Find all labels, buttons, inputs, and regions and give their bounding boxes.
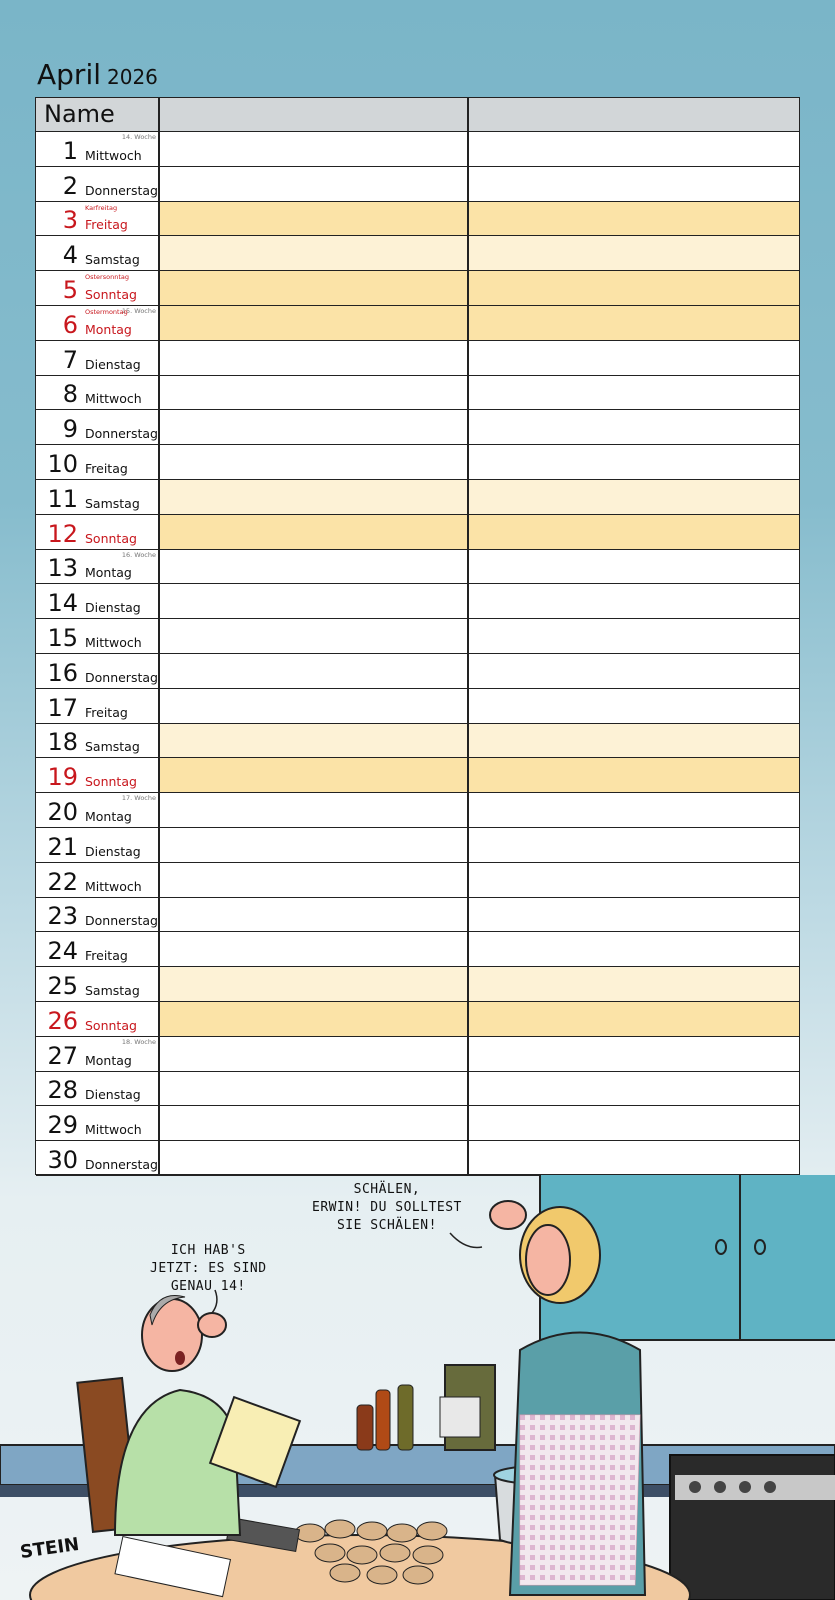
day-number: 16 bbox=[47, 658, 78, 687]
speech-bubble-left: ICH HAB'S JETZT: ES SIND GENAU 14! bbox=[150, 1243, 267, 1294]
weekday-label: Dienstag bbox=[85, 356, 141, 372]
date-cell bbox=[36, 480, 160, 514]
day-row[interactable] bbox=[36, 654, 799, 689]
day-row[interactable] bbox=[36, 1002, 799, 1037]
day-number: 27 bbox=[47, 1041, 78, 1070]
artist-signature: STEIN bbox=[18, 1533, 81, 1564]
day-number: 12 bbox=[47, 519, 78, 548]
day-row[interactable] bbox=[36, 445, 799, 480]
day-number: 23 bbox=[47, 902, 78, 931]
day-row[interactable] bbox=[36, 619, 799, 654]
day-row[interactable] bbox=[36, 1141, 799, 1176]
week-number: 15. Woche bbox=[121, 307, 156, 315]
date-cell bbox=[36, 828, 160, 862]
day-number: 5 bbox=[62, 275, 78, 304]
weekday-label: Donnerstag bbox=[85, 669, 158, 685]
day-number: 30 bbox=[47, 1145, 78, 1174]
date-cell bbox=[36, 689, 160, 723]
date-cell bbox=[36, 619, 160, 653]
date-cell bbox=[36, 202, 160, 236]
day-number: 6 bbox=[62, 310, 78, 339]
holiday-name: Karfreitag bbox=[85, 203, 118, 212]
day-number: 1 bbox=[62, 136, 78, 165]
date-cell bbox=[36, 758, 160, 792]
weekday-label: Sonntag bbox=[85, 530, 137, 546]
day-row[interactable] bbox=[36, 758, 799, 793]
weekday-label: Freitag bbox=[85, 948, 128, 964]
day-number: 24 bbox=[47, 937, 78, 966]
weekday-label: Dienstag bbox=[85, 843, 141, 859]
date-cell bbox=[36, 967, 160, 1001]
day-row[interactable] bbox=[36, 341, 799, 376]
day-row[interactable] bbox=[36, 1037, 799, 1072]
date-cell bbox=[36, 1141, 160, 1175]
bottle-icon bbox=[376, 1390, 390, 1450]
holiday-name: Ostersonntag bbox=[85, 273, 129, 282]
weekday-label: Freitag bbox=[85, 460, 128, 476]
weekday-label: Sonntag bbox=[85, 286, 137, 302]
day-row[interactable] bbox=[36, 932, 799, 967]
holiday-name: Ostermontag bbox=[85, 308, 128, 316]
day-row[interactable] bbox=[36, 410, 799, 445]
weekday-label: Donnerstag bbox=[85, 182, 158, 198]
week-number: 18. Woche bbox=[121, 1037, 156, 1046]
date-cell bbox=[36, 341, 160, 375]
day-number: 9 bbox=[62, 415, 78, 444]
speech-bubble-right: SCHÄLEN, ERWIN! DU SOLLTEST SIE SCHÄLEN! bbox=[312, 1182, 462, 1233]
day-number: 20 bbox=[47, 797, 78, 826]
day-row[interactable] bbox=[36, 202, 799, 237]
date-cell bbox=[36, 445, 160, 479]
weekday-label: Sonntag bbox=[85, 774, 137, 790]
date-cell bbox=[36, 1106, 160, 1140]
weekday-label: Samstag bbox=[85, 252, 140, 268]
day-number: 29 bbox=[47, 1111, 78, 1140]
day-number: 17 bbox=[47, 693, 78, 722]
day-row[interactable] bbox=[36, 550, 799, 585]
date-cell bbox=[36, 793, 160, 827]
day-row[interactable] bbox=[36, 724, 799, 759]
column-divider bbox=[467, 98, 469, 1174]
weekday-label: Freitag bbox=[85, 704, 128, 720]
day-number: 22 bbox=[47, 867, 78, 896]
weekday-label: Sonntag bbox=[85, 1017, 137, 1033]
day-number: 13 bbox=[47, 554, 78, 583]
day-row[interactable] bbox=[36, 271, 799, 306]
weekday-label: Montag bbox=[85, 1052, 132, 1068]
man-figure-icon bbox=[115, 1295, 300, 1535]
date-cell bbox=[36, 550, 160, 584]
date-cell bbox=[36, 515, 160, 549]
date-cell bbox=[36, 898, 160, 932]
week-number: 17. Woche bbox=[121, 794, 156, 803]
week-number: 16. Woche bbox=[121, 550, 156, 559]
date-cell bbox=[36, 584, 160, 618]
date-cell bbox=[36, 271, 160, 305]
day-number: 21 bbox=[47, 832, 78, 861]
day-row[interactable] bbox=[36, 480, 799, 515]
weekday-label: Montag bbox=[85, 565, 132, 581]
weekday-label: Montag bbox=[85, 808, 132, 824]
day-number: 11 bbox=[47, 484, 78, 513]
date-cell bbox=[36, 724, 160, 758]
weekday-label: Samstag bbox=[85, 739, 140, 755]
month-name: April bbox=[37, 58, 101, 91]
day-number: 18 bbox=[47, 728, 78, 757]
day-row[interactable] bbox=[36, 828, 799, 863]
date-cell bbox=[36, 654, 160, 688]
day-row[interactable] bbox=[36, 306, 799, 341]
day-row[interactable] bbox=[36, 376, 799, 411]
date-cell bbox=[36, 167, 160, 201]
day-row[interactable] bbox=[36, 584, 799, 619]
calendar-grid bbox=[35, 97, 800, 1175]
day-number: 3 bbox=[62, 206, 78, 235]
weekday-label: Mittwoch bbox=[85, 1122, 142, 1138]
day-row[interactable] bbox=[36, 689, 799, 724]
day-number: 28 bbox=[47, 1076, 78, 1105]
name-label: Name bbox=[44, 100, 115, 128]
date-cell bbox=[36, 932, 160, 966]
weekday-label: Mittwoch bbox=[85, 147, 142, 163]
column-divider bbox=[158, 98, 160, 1174]
day-row[interactable] bbox=[36, 167, 799, 202]
date-cell bbox=[36, 1037, 160, 1071]
date-cell bbox=[36, 132, 160, 166]
weekday-label: Dienstag bbox=[85, 600, 141, 616]
date-cell bbox=[36, 236, 160, 270]
day-row[interactable] bbox=[36, 1072, 799, 1107]
cartoon-illustration bbox=[0, 1175, 835, 1600]
weekday-label: Donnerstag bbox=[85, 426, 158, 442]
day-number: 8 bbox=[62, 380, 78, 409]
date-cell bbox=[36, 863, 160, 897]
date-cell bbox=[36, 1002, 160, 1036]
bottle-icon bbox=[398, 1385, 413, 1450]
bottle-icon bbox=[357, 1405, 373, 1450]
day-row[interactable] bbox=[36, 967, 799, 1002]
year: 2026 bbox=[107, 65, 158, 89]
weekday-label: Montag bbox=[85, 321, 132, 337]
day-row[interactable] bbox=[36, 793, 799, 828]
weekday-label: Samstag bbox=[85, 982, 140, 998]
date-cell bbox=[36, 410, 160, 444]
date-cell bbox=[36, 376, 160, 410]
weekday-label: Donnerstag bbox=[85, 1156, 158, 1172]
day-number: 19 bbox=[47, 763, 78, 792]
day-row[interactable] bbox=[36, 863, 799, 898]
day-row[interactable] bbox=[36, 132, 799, 167]
day-number: 10 bbox=[47, 449, 78, 478]
day-number: 26 bbox=[47, 1006, 78, 1035]
weekday-label: Dienstag bbox=[85, 1087, 141, 1103]
day-number: 7 bbox=[62, 345, 78, 374]
day-number: 25 bbox=[47, 971, 78, 1000]
weekday-label: Samstag bbox=[85, 495, 140, 511]
date-cell bbox=[36, 1072, 160, 1106]
day-row[interactable] bbox=[36, 898, 799, 933]
grid-header bbox=[36, 98, 799, 132]
day-row[interactable] bbox=[36, 236, 799, 271]
weekday-label: Freitag bbox=[85, 217, 128, 233]
day-number: 14 bbox=[47, 589, 78, 618]
day-number: 4 bbox=[62, 241, 78, 270]
weekday-label: Mittwoch bbox=[85, 391, 142, 407]
weekday-label: Mittwoch bbox=[85, 878, 142, 894]
day-number: 15 bbox=[47, 623, 78, 652]
day-number: 2 bbox=[62, 171, 78, 200]
weekday-label: Mittwoch bbox=[85, 634, 142, 650]
day-row[interactable] bbox=[36, 515, 799, 550]
weekday-label: Donnerstag bbox=[85, 913, 158, 929]
month-title bbox=[37, 58, 158, 91]
week-number: 14. Woche bbox=[121, 133, 156, 141]
date-cell bbox=[36, 306, 160, 340]
day-row[interactable] bbox=[36, 1106, 799, 1141]
